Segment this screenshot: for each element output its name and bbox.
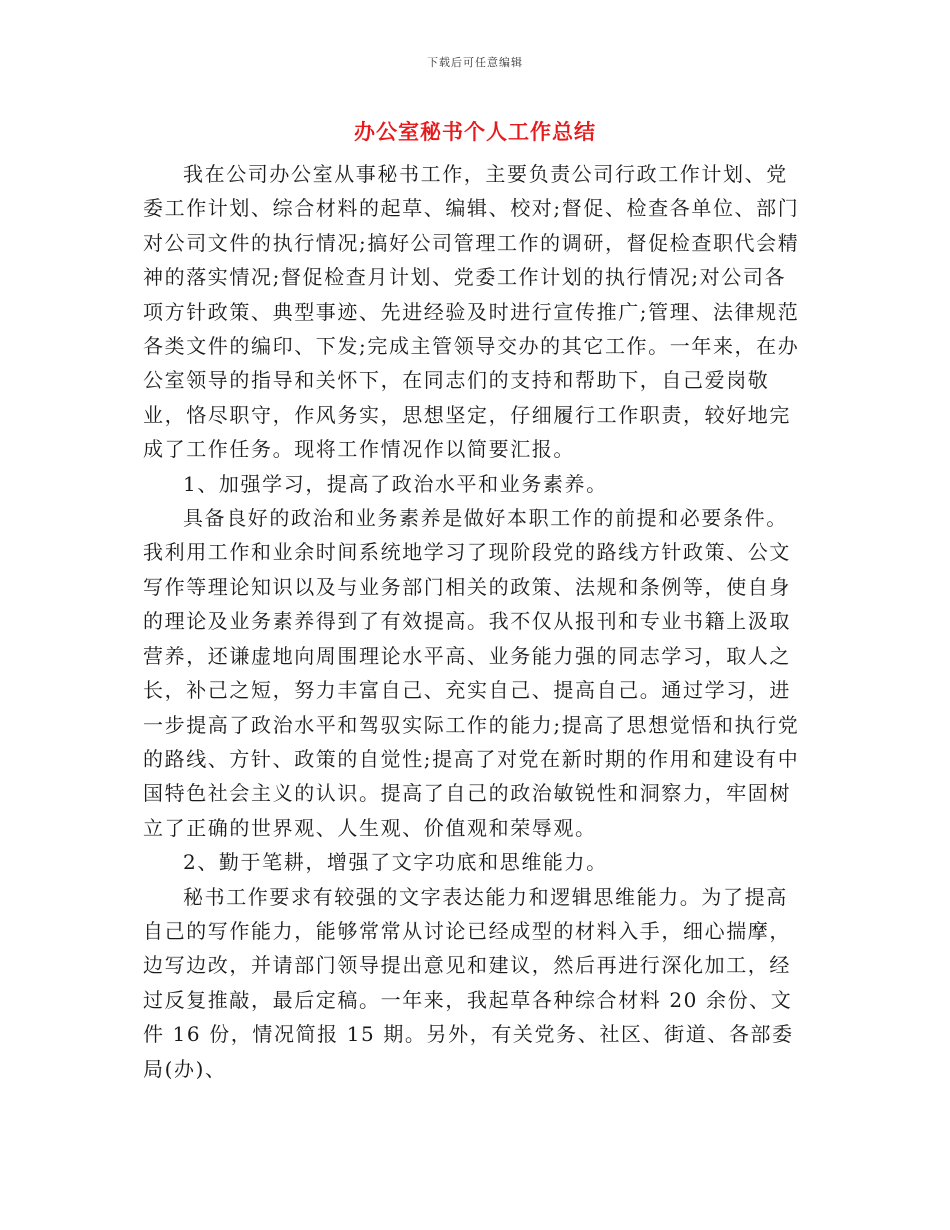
header-note: 下载后可任意编辑 <box>427 56 523 69</box>
paragraph-writing: 秘书工作要求有较强的文字表达能力和逻辑思维能力。为了提高自己的写作能力，能够常常从讨论已经成型的材料入手，细心揣摩，边写边改，并请部门领导提出意见和建议，然后再进行深化加工，经过反复推敲，最后定稿。一年来，我起草各种综合材料 20 余份、文件 16 份，情况简报 15 期。另外，有关党务、社区、街道、各部委局(办)、 <box>143 884 794 1081</box>
paragraph-intro: 我在公司办公室从事秘书工作，主要负责公司行政工作计划、党委工作计划、综合材料的起草、编辑、校对;督促、检查各单位、部门对公司文件的执行情况;搞好公司管理工作的调研，督促检查职代会精神的落实情况;督促检查月计划、党委工作计划的执行情况;对公司各项方针政策、典型事迹、先进经验及时进行宣传推广;管理、法律规范各类文件的编印、下发;完成主管领导交办的其它工作。一年来，在办公室领导的指导和关怀下，在同志们的支持和帮助下，自己爱岗敬业，恪尽职守，作风务实，思想坚定，仔细履行工作职责，较好地完成了工作任务。现将工作情况作以简要汇报。 <box>143 162 800 462</box>
document-body <box>143 157 807 1086</box>
section-heading-1: 1、加强学习，提高了政治水平和业务素养。 <box>183 471 608 496</box>
document-title: 办公室秘书个人工作总结 <box>354 119 596 144</box>
section-heading-2: 2、勤于笔耕，增强了文字功底和思维能力。 <box>183 850 608 875</box>
paragraph-study: 具备良好的政治和业务素养是做好本职工作的前提和必要条件。我利用工作和业余时间系统地学习了现阶段党的路线方针政策、公文写作等理论知识以及与业务部门相关的政策、法规和条例等，使自身的理论及业务素养得到了有效提高。我不仅从报刊和专业书籍上汲取营养，还谦虚地向周围理论水平高、业务能力强的同志学习，取人之长，补己之短，努力丰富自己、充实自己、提高自己。通过学习，进一步提高了政治水平和驾驭实际工作的能力;提高了思想觉悟和执行党的路线、方针、政策的自觉性;提高了对党在新时期的作用和建设有中国特色社会主义的认识。提高了自己的政治敏锐性和洞察力，牢固树立了正确的世界观、人生观、价值观和荣辱观。 <box>143 506 800 840</box>
